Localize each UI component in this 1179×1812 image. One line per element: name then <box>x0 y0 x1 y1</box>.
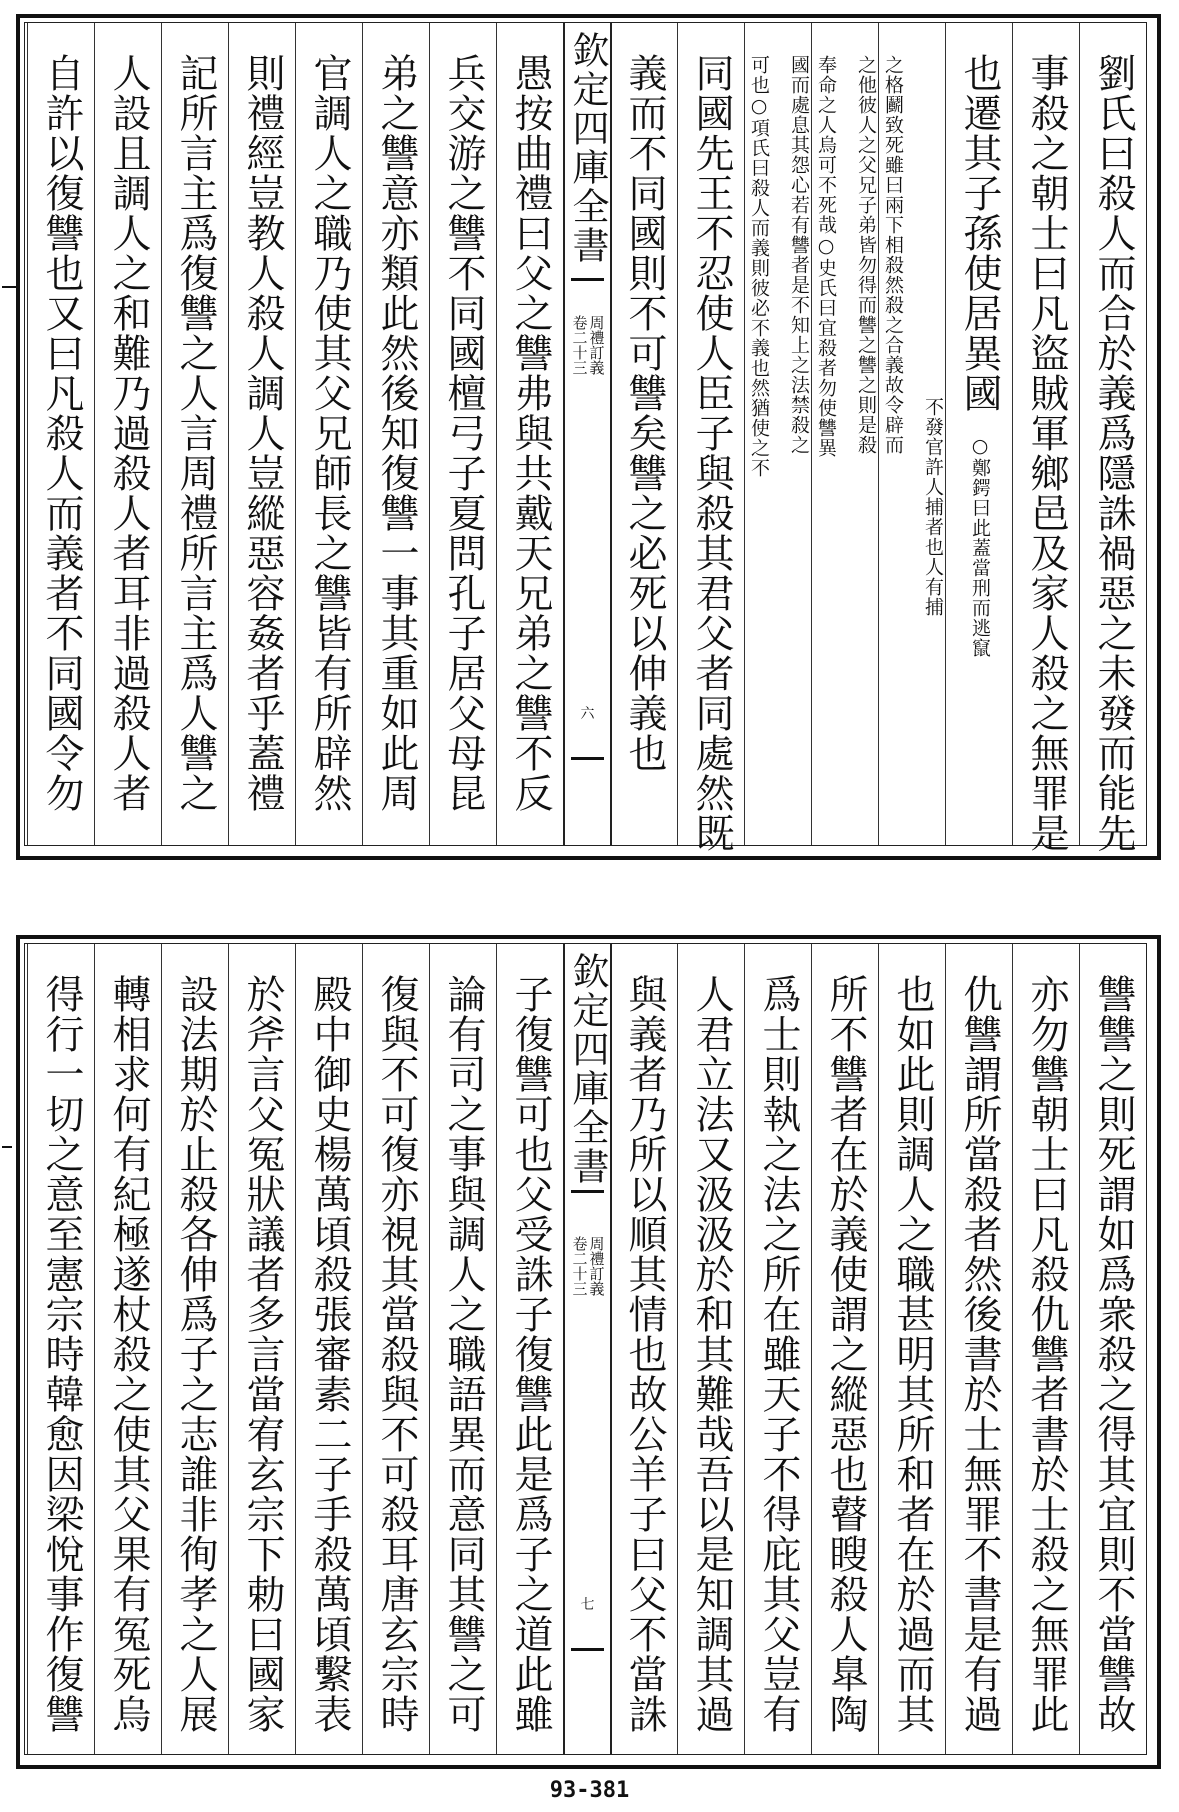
fish-tail-bottom <box>571 1634 604 1651</box>
scan-mark <box>2 286 16 288</box>
annotation-line: 不發官許人捕者也人有捕 <box>922 397 944 617</box>
column-text: 子復讐可也父受誅子復讐此是爲子之道此雖 <box>508 974 553 1734</box>
text-column <box>228 23 296 845</box>
column-text: 則禮經豈教人殺人調人豈縱惡容姦者乎蓋禮 <box>240 53 285 813</box>
text-frame <box>24 943 1147 1755</box>
annotation-line: 之格鬬致死雖曰兩下相殺然殺之合義故令辟而 <box>882 55 904 455</box>
text-column <box>496 944 564 1754</box>
text-column <box>161 944 229 1754</box>
column-text: 愚按曲禮曰父之讐弗與共戴天兄弟之讐不反 <box>508 53 553 813</box>
column-text: 人君立法又汲汲於和其難哉吾以是知調其過 <box>689 974 734 1734</box>
fish-tail-bottom <box>571 743 604 760</box>
text-column <box>94 944 162 1754</box>
text-column <box>811 23 879 845</box>
text-column <box>94 23 162 845</box>
annotation-line: 之他彼人之父兄子弟皆勿得而讐之讐之則是殺 <box>855 55 877 455</box>
column-text: 劉氏曰殺人而合於義爲隱誅禍惡之未發而能先 <box>1091 53 1136 853</box>
text-column <box>295 944 363 1754</box>
text-column <box>429 944 497 1754</box>
column-text: 弟之讐意亦類此然後知復讐一事其重如此周 <box>374 53 419 813</box>
column-text: 爲士則執之法之所在雖天子不得庇其父豈有 <box>756 974 801 1734</box>
text-column <box>677 23 745 853</box>
text-column <box>429 23 497 845</box>
text-column <box>610 23 678 845</box>
text-column <box>878 944 946 1754</box>
fish-tail-top <box>571 278 604 295</box>
annotation-line: 奉命之人烏可不死哉○史氏曰宜殺者勿使讐異 <box>815 55 837 458</box>
column-text: 得行一切之意至憲宗時韓愈因梁悅事作復讐 <box>39 974 84 1734</box>
text-column <box>744 23 812 845</box>
column-text: 官調人之職乃使其父兄師長之讐皆有所辟然 <box>307 53 352 813</box>
scan-mark <box>2 1146 12 1148</box>
text-frame <box>24 22 1147 853</box>
column-text: 也如此則調人之職甚明其所和者在於過而其 <box>890 974 935 1734</box>
column-text: 也遷其子孫使居異國 <box>957 53 1002 413</box>
volume-title: 周禮訂義 <box>587 315 606 375</box>
text-column <box>228 944 296 1754</box>
leaf-number: 七 <box>580 1597 595 1613</box>
text-column <box>878 23 946 845</box>
column-text: 義而不同國則不可讐矣讐之必死以伸義也 <box>622 53 667 773</box>
annotation-line: 可也○項氏曰殺人而義則彼必不義也然猶使之不 <box>748 55 770 478</box>
column-text: 自許以復讐也又曰凡殺人而義者不同國令勿 <box>39 53 84 813</box>
column-text: 記所言主爲復讐之人言周禮所言主爲人讐之 <box>173 53 218 813</box>
book-title: 欽定四庫全書 <box>566 31 609 265</box>
center-margin <box>563 944 612 1754</box>
column-text: 事殺之朝士曰凡盜賊軍鄉邑及家人殺之無罪是 <box>1024 53 1069 853</box>
text-column <box>1012 23 1080 853</box>
column-text: 復與不可復亦視其當殺與不可殺耳唐玄宗時 <box>374 974 419 1734</box>
text-column <box>610 944 678 1754</box>
volume-number: 卷二十三 <box>570 315 589 375</box>
text-column <box>362 23 430 845</box>
column-text: 讐讐之則死謂如爲衆殺之得其宜則不當讐故 <box>1091 974 1136 1734</box>
page-bottom <box>0 915 1179 1767</box>
volume-title: 周禮訂義 <box>587 1236 606 1296</box>
column-text: 轉相求何有紀極遂杖殺之使其父果有冤死烏 <box>106 974 151 1734</box>
column-text: 兵交游之讐不同國檀弓子夏問孔子居父母昆 <box>441 53 486 813</box>
text-column <box>1012 944 1080 1754</box>
text-column <box>1079 23 1147 853</box>
annotation-line: 國而處息其怨心若有讐者是不知上之法禁殺之 <box>788 55 810 455</box>
text-column <box>362 944 430 1754</box>
column-text: 仇讐謂所當殺者然後書於士無罪不書是有過 <box>957 974 1002 1734</box>
text-column <box>945 944 1013 1754</box>
leaf-number: 六 <box>580 706 595 722</box>
page-footer-number: 93-381 <box>549 1778 630 1803</box>
volume-label <box>572 1236 604 1296</box>
column-text: 與義者乃所以順其情也故公羊子曰父不當誅 <box>622 974 667 1734</box>
column-text: 於斧言父冤狀議者多言當宥玄宗下勅曰國家 <box>240 974 285 1734</box>
column-text: 殿中御史楊萬頃殺張審素二子手殺萬頃繫表 <box>307 974 352 1734</box>
column-text: 同國先王不忍使人臣子與殺其君父者同處然既 <box>689 53 734 853</box>
text-column <box>27 944 95 1754</box>
fish-tail-top <box>571 1190 604 1207</box>
column-text: 論有司之事與調人之職語異而意同其讐之可 <box>441 974 486 1734</box>
column-text: 亦勿讐朝士曰凡殺仇讐者書於士殺之無罪此 <box>1024 974 1069 1734</box>
volume-label <box>572 315 604 375</box>
text-column <box>744 944 812 1754</box>
column-text: 所不讐者在於義使謂之縱惡也瞽瞍殺人臯陶 <box>823 974 868 1734</box>
text-column <box>811 944 879 1754</box>
column-note: ○鄭鍔曰此蓋當刑而逃竄 <box>969 435 991 658</box>
page-top <box>0 0 1179 868</box>
text-column <box>677 944 745 1754</box>
text-column <box>27 23 95 845</box>
book-title: 欽定四庫全書 <box>566 952 609 1186</box>
text-column <box>161 23 229 845</box>
text-column <box>1079 944 1147 1754</box>
text-column <box>945 23 1013 845</box>
volume-number: 卷二十三 <box>570 1236 589 1296</box>
center-margin <box>563 23 612 845</box>
text-column <box>496 23 564 845</box>
column-text: 人設且調人之和難乃過殺人者耳非過殺人者 <box>106 53 151 813</box>
column-text: 設法期於止殺各伸爲子之志誰非徇孝之人展 <box>173 974 218 1734</box>
text-column <box>295 23 363 845</box>
